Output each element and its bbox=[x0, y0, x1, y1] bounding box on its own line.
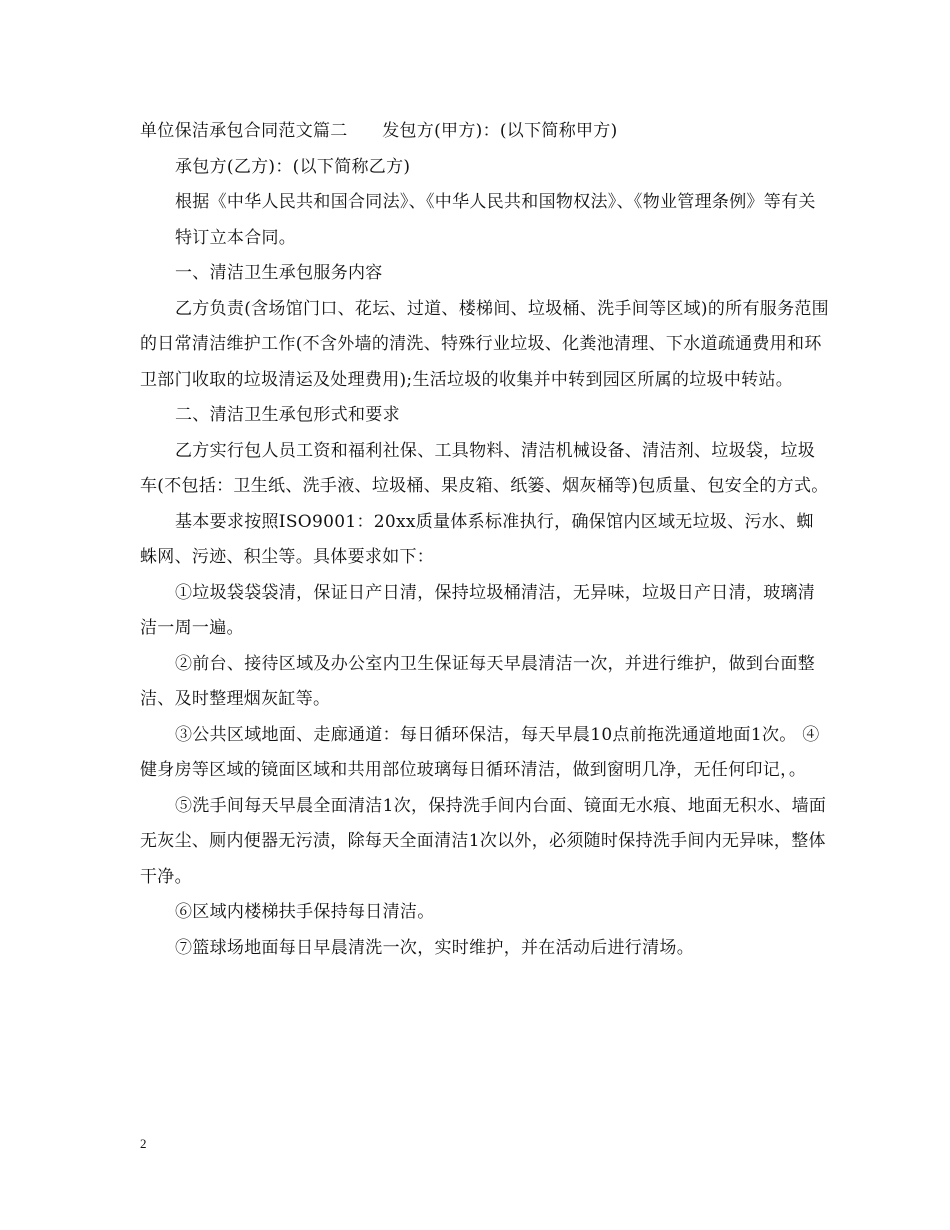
list-item-7: ⑦篮球场地面每日早晨清洗一次，实时维护，并在活动后进行清场。 bbox=[175, 937, 694, 958]
list-item-2: ②前台、接待区域及办公室内卫生保证每天早晨清洁一次，并进行维护，做到台面整洁、及时整理烟灰缸等。 bbox=[140, 653, 816, 709]
list-item-5: ⑤洗手间每天早晨全面清洁1次，保持洗手间内台面、镜面无水痕、地面无积水、墙面无灰尘、厕内便器无污渍，除每天全面清洁1次以外，必须随时保持洗手间内无异味，整体干净。 bbox=[140, 795, 827, 887]
paragraph-basic-requirements: 基本要求按照ISO9001：20xx质量体系标准执行，确保馆内区域无垃圾、污水、蜘蛛网、污迹、积尘等。具体要求如下： bbox=[140, 511, 814, 567]
section-heading-1: 一、清洁卫生承包服务内容 bbox=[175, 263, 383, 283]
list-item-6: ⑥区域内楼梯扶手保持每日清洁。 bbox=[175, 902, 435, 922]
paragraph-legal-basis: 根据《中华人民共和国合同法》、《中华人民共和国物权法》、《物业管理条例》等有关 bbox=[175, 192, 816, 212]
page-number: 2 bbox=[140, 1136, 147, 1151]
section-heading-2: 二、清洁卫生承包形式和要求 bbox=[175, 405, 400, 425]
list-item-1: ①垃圾袋袋袋清，保证日产日清，保持垃圾桶清洁，无异味，垃圾日产日清，玻璃清洁一周一遍。 bbox=[140, 582, 816, 638]
list-item-3-4: ③公共区域地面、走廊通道：每日循环保洁，每天早晨10点前拖洗通道地面1次。 ④健身房等区域的镜面区域和共用部位玻璃每日循环清洁，做到窗明几净，无任何印记，。 bbox=[140, 724, 820, 780]
paragraph-title-line: 单位保洁承包合同范文篇二 发包方(甲方)：(以下简称甲方) bbox=[140, 121, 618, 141]
paragraph-contractor: 承包方(乙方)：(以下简称乙方) bbox=[175, 156, 411, 177]
paragraph-form: 乙方实行包人员工资和福利社保、工具物料、清洁机械设备、清洁剂、垃圾袋，垃圾车(不包括：卫生纸、洗手液、垃圾桶、果皮箱、纸篓、烟灰桶等)包质量、包安全的方式。 bbox=[140, 440, 829, 496]
paragraph-conclusion: 特订立本合同。 bbox=[175, 227, 297, 248]
paragraph-scope: 乙方负责(含场馆门口、花坛、过道、楼梯间、垃圾桶、洗手间等区域)的所有服务范围的日常清洁维护工作(不含外墙的清洗、特殊行业垃圾、化粪池清理、下水道疏通费用和环卫部门收取的垃圾清运及处理费用);生活垃圾的收集并中转到园区所属的垃圾中转站。 bbox=[140, 298, 829, 390]
document-body bbox=[140, 114, 830, 966]
